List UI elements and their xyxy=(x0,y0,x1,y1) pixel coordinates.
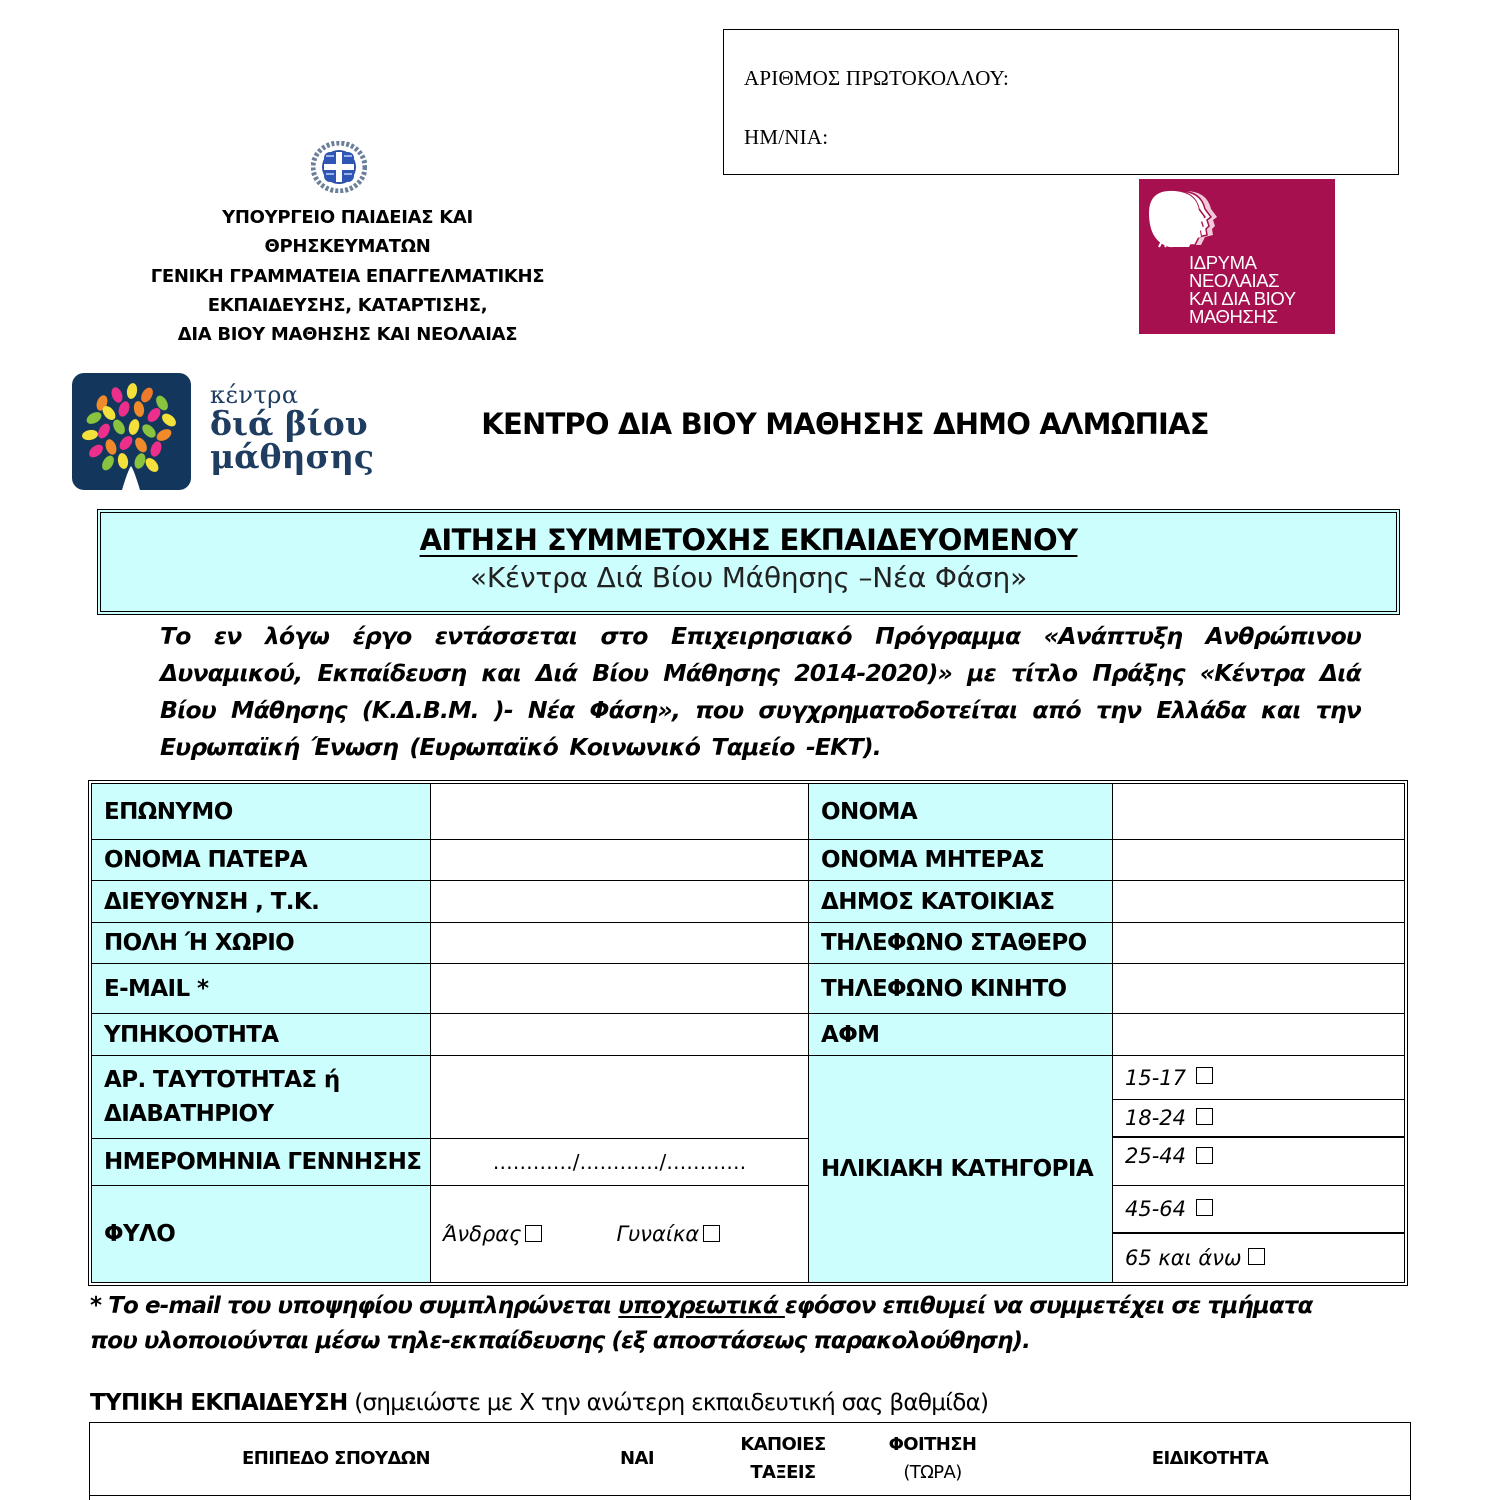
heads-icon xyxy=(1145,185,1235,251)
ministry-line: ΔΙΑ ΒΙΟΥ ΜΑΘΗΣΗΣ ΚΑΙ ΝΕΟΛΑΙΑΣ xyxy=(177,324,518,346)
id-number-label-line2: ΔΙΑΒΑΤΗΡΙΟΥ xyxy=(104,1101,274,1127)
mother-name-label: ΟΝΟΜΑ ΜΗΤΕΡΑΣ xyxy=(809,840,1113,881)
ministry-line: ΥΠΟΥΡΓΕΙΟ ΠΑΙΔΕΙΑΣ ΚΑΙ xyxy=(222,207,473,228)
afm-field[interactable] xyxy=(1113,1014,1404,1056)
city-field[interactable] xyxy=(431,923,809,964)
checkbox-age-25-44[interactable] xyxy=(1196,1147,1213,1164)
age-option-label: 15-17 xyxy=(1125,1065,1187,1090)
age-option-label: 65 και άνω xyxy=(1125,1246,1242,1270)
col-attending-now xyxy=(875,1423,990,1495)
kdbm-line: μάθησης xyxy=(210,437,374,476)
birth-date-label: ΗΜΕΡΟΜΗΝΙΑ ΓΕΝΝΗΣΗΣ xyxy=(92,1139,431,1186)
ministry-line: ΕΚΠΑΙΔΕΥΣΗΣ, ΚΑΤΑΡΤΙΣΗΣ, xyxy=(207,294,488,316)
id-number-field[interactable] xyxy=(431,1056,809,1139)
surname-label: ΕΠΩΝΥΜΟ xyxy=(92,784,431,840)
id-number-label-line1: ΑΡ. ΤΑΥΤΟΤΗΤΑΣ ή xyxy=(104,1067,340,1093)
protocol-date-label: ΗΜ/ΝΙΑ: xyxy=(744,125,829,149)
education-section-title xyxy=(90,1390,988,1416)
age-option-label: 25-44 xyxy=(1125,1144,1187,1168)
ministry-heading xyxy=(130,203,565,349)
ministry-line: ΓΕΝΙΚΗ ΓΡΑΜΜΑΤΕΙΑ ΕΠΑΓΓΕΛΜΑΤΙΚΗΣ xyxy=(150,265,545,287)
intro-paragraph: Το εν λόγω έργο εντάσσεται στο Επιχειρησιακό Πρόγραμμα «Ανάπτυξη Ανθρώπινου Δυναμικού, Εκπαίδευση και Διά Βίου Μάθησης 2014-2020)» με τίτλο Πράξης «Κέντρα Διά Βίου Μάθησης (Κ.Δ.Β.Μ. )- Νέα Φάση», που συγχρηματοδοτείται από την Ελλάδα και την Ευρωπαϊκή Ένωση (Ευρωπαϊκό Κοινωνικό Ταμείο -ΕΚΤ). xyxy=(160,622,1361,761)
col-yes-label: ΝΑΙ xyxy=(620,1448,654,1469)
col-attending-l2: (ΤΩΡΑ) xyxy=(903,1462,962,1483)
city-label: ΠΟΛΗ Ή ΧΩΡΙΟ xyxy=(92,923,431,964)
footnote-prefix: * Το e-mail του υποψηφίου συμπληρώνεται xyxy=(90,1293,619,1319)
kdbm-line: διά βίου xyxy=(210,404,368,443)
age-option-18-24[interactable] xyxy=(1113,1100,1404,1138)
father-name-label: ΟΝΟΜΑ ΠΑΤΕΡΑ xyxy=(92,840,431,881)
municipality-field[interactable] xyxy=(1113,881,1404,923)
col-study-level-label: ΕΠΙΠΕΔΟ ΣΠΟΥΔΩΝ xyxy=(242,1448,430,1469)
sex-options xyxy=(431,1186,809,1282)
surname-field[interactable] xyxy=(431,784,809,840)
age-category-label: ΗΛΙΚΙΑΚΗ ΚΑΤΗΓΟΡΙΑ xyxy=(809,1056,1113,1282)
mother-name-field[interactable] xyxy=(1113,840,1404,881)
citizenship-field[interactable] xyxy=(431,1014,809,1056)
col-specialty xyxy=(1025,1423,1395,1495)
footnote-suffix: εφόσον επιθυμεί να συμμετέχει σε τμήματα xyxy=(784,1293,1313,1319)
footnote-line2: που υλοποιούνται μέσω τηλε-εκπαίδευσης (εξ αποστάσεως παρακολούθηση). xyxy=(90,1328,1030,1354)
col-specialty-label: ΕΙΔΙΚΟΤΗΤΑ xyxy=(1151,1448,1269,1469)
checkbox-age-65-plus[interactable] xyxy=(1248,1248,1265,1265)
greek-emblem-icon xyxy=(311,141,367,193)
name-field[interactable] xyxy=(1113,784,1404,840)
landline-label: ΤΗΛΕΦΩΝΟ ΣΤΑΘΕΡΟ xyxy=(809,923,1113,964)
checkbox-age-18-24[interactable] xyxy=(1196,1108,1213,1125)
checkbox-age-45-64[interactable] xyxy=(1196,1199,1213,1216)
ministry-line: ΘΡΗΣΚΕΥΜΑΤΩΝ xyxy=(264,236,431,258)
inedivim-line: ΙΔΡΥΜΑ xyxy=(1189,252,1257,273)
citizenship-label: ΥΠΗΚΟΟΤΗΤΑ xyxy=(92,1014,431,1056)
address-field[interactable] xyxy=(431,881,809,923)
inedivim-text xyxy=(1189,254,1296,326)
sex-option-female[interactable] xyxy=(616,1222,720,1246)
father-name-field[interactable] xyxy=(431,840,809,881)
center-title: ΚΕΝΤΡΟ ΔΙΑ ΒΙΟΥ ΜΑΘΗΣΗΣ ΔΗΜΟ ΑΛΜΩΠΙΑΣ xyxy=(481,407,1209,441)
age-option-25-44[interactable] xyxy=(1113,1138,1404,1186)
education-subtitle: (σημειώστε με Χ την ανώτερη εκπαιδευτική σας βαθμίδα) xyxy=(347,1390,989,1416)
mobile-label: ΤΗΛΕΦΩΝΟ ΚΙΝΗΤΟ xyxy=(809,964,1113,1014)
protocol-number-label: ΑΡΙΘΜΟΣ ΠΡΩΤΟΚΟΛΛΟΥ: xyxy=(744,66,1010,90)
col-some-l1: ΚΑΠΟΙΕΣ xyxy=(740,1434,826,1455)
checkbox-male[interactable] xyxy=(525,1225,542,1242)
application-title-box xyxy=(97,509,1400,615)
sex-label: ΦΥΛΟ xyxy=(92,1186,431,1282)
protocol-box xyxy=(723,29,1399,175)
footnote-underlined: υποχρεωτικά xyxy=(618,1293,785,1319)
kdbm-logo-text xyxy=(210,381,374,476)
inedivim-line: ΝΕΟΛΑΙΑΣ xyxy=(1189,270,1280,291)
col-some-l2: ΤΑΞΕΙΣ xyxy=(750,1462,816,1483)
col-yes xyxy=(597,1423,677,1495)
sex-option-male[interactable] xyxy=(443,1222,542,1246)
age-option-65-plus[interactable] xyxy=(1113,1234,1404,1282)
kdbm-line: κέντρα xyxy=(210,381,299,409)
applicant-form-table xyxy=(88,780,1408,1286)
checkbox-female[interactable] xyxy=(703,1225,720,1242)
application-subtitle: «Κέντρα Διά Βίου Μάθησης –Νέα Φάση» xyxy=(469,561,1028,594)
mobile-field[interactable] xyxy=(1113,964,1404,1014)
checkbox-age-15-17[interactable] xyxy=(1196,1067,1213,1084)
id-number-label xyxy=(92,1056,431,1139)
education-title: ΤΥΠΙΚΗ ΕΚΠΑΙΔΕΥΣΗ xyxy=(90,1390,348,1416)
table-divider xyxy=(90,1495,1410,1496)
email-field[interactable] xyxy=(431,964,809,1014)
education-table xyxy=(89,1422,1411,1500)
inedivim-logo xyxy=(1139,179,1335,334)
municipality-label: ΔΗΜΟΣ ΚΑΤΟΙΚΙΑΣ xyxy=(809,881,1113,923)
age-option-45-64[interactable] xyxy=(1113,1186,1404,1234)
col-study-level xyxy=(90,1423,582,1495)
sex-option-male-label: Άνδρας xyxy=(443,1222,522,1246)
application-title: ΑΙΤΗΣΗ ΣΥΜΜΕΤΟΧΗΣ ΕΚΠΑΙΔΕΥΟΜΕΝΟΥ xyxy=(419,523,1078,557)
col-attending-l1: ΦΟΙΤΗΣΗ xyxy=(888,1434,977,1455)
name-label: ΟΝΟΜΑ xyxy=(809,784,1113,840)
email-footnote xyxy=(90,1289,1320,1359)
tree-logo-icon xyxy=(72,373,191,490)
inedivim-line: ΚΑΙ ΔΙΑ ΒΙΟΥ xyxy=(1189,288,1296,309)
landline-field[interactable] xyxy=(1113,923,1404,964)
age-option-label: 45-64 xyxy=(1125,1197,1187,1221)
afm-label: ΑΦΜ xyxy=(809,1014,1113,1056)
sex-option-female-label: Γυναίκα xyxy=(616,1222,700,1246)
col-some-classes xyxy=(728,1423,838,1495)
age-option-15-17[interactable] xyxy=(1113,1056,1404,1100)
address-label: ΔΙΕΥΘΥΝΣΗ , Τ.Κ. xyxy=(92,881,431,923)
email-label: E-MAIL * xyxy=(92,964,431,1014)
age-option-label: 18-24 xyxy=(1125,1106,1187,1130)
birth-date-field[interactable]: …………/…………/………… xyxy=(431,1139,809,1186)
inedivim-line: ΜΑΘΗΣΗΣ xyxy=(1189,306,1278,327)
